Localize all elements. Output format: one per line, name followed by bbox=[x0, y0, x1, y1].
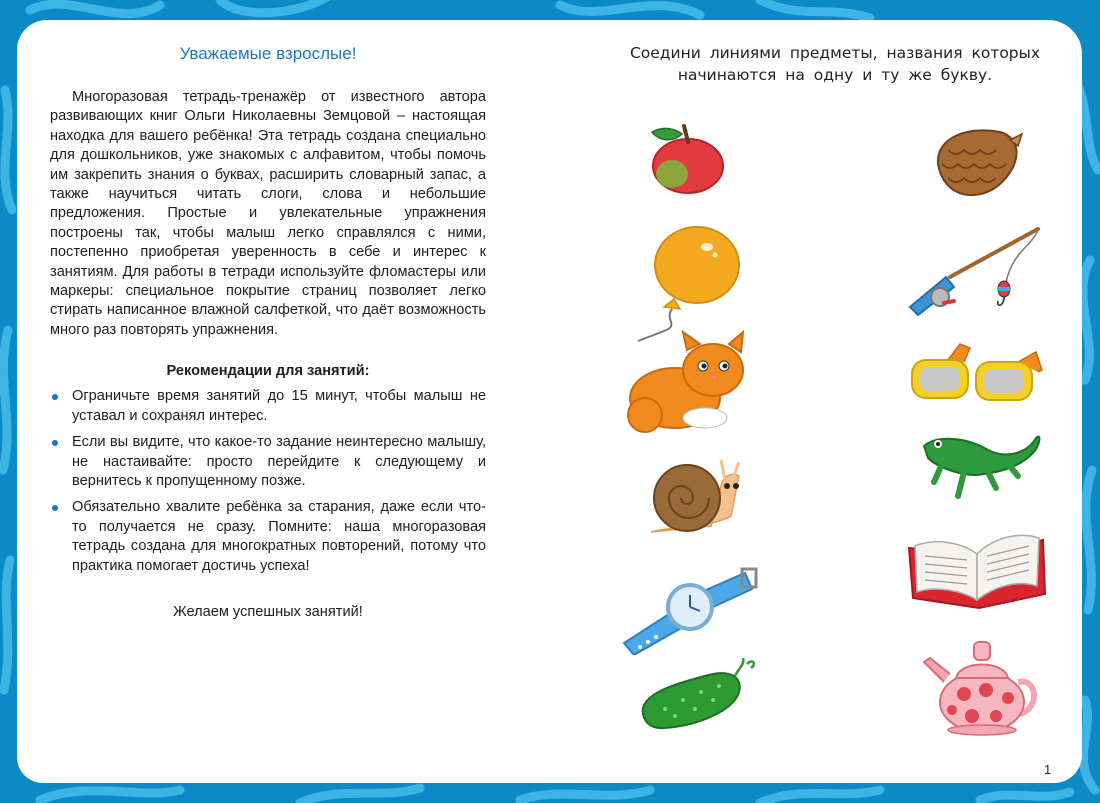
task-instruction: Соедини линиями предметы, названия которых начинаются на одну и ту же букву. bbox=[629, 44, 1041, 84]
cat-icon[interactable] bbox=[625, 330, 750, 435]
snail-icon[interactable] bbox=[641, 456, 746, 542]
bullet-icon bbox=[52, 394, 58, 400]
bullet-icon bbox=[52, 440, 58, 446]
teapot-icon[interactable] bbox=[920, 638, 1040, 736]
apple-icon[interactable] bbox=[648, 122, 728, 194]
lizard-icon[interactable] bbox=[918, 432, 1043, 504]
parents-introduction bbox=[50, 44, 486, 620]
pine-cone-icon[interactable] bbox=[930, 120, 1025, 200]
recommendation-item: Ограничьте время занятий до 15 минут, чтобы малыш не уставал и сохранял интерес. bbox=[50, 387, 486, 426]
recommendation-item: Обязательно хвалите ребёнка за старания, даже если что-то получается не сразу. Помните: наша многоразовая тетрадь создана для многократных повторений, потому что практика помогает достичь успеха! bbox=[50, 498, 486, 576]
balloon-icon[interactable] bbox=[634, 225, 744, 345]
recommendation-item: Если вы видите, что какое-то задание неинтересно малышу, не настаивайте: просто перейдите к следующему и вернитесь к пропущенному позже. bbox=[50, 433, 486, 491]
cucumber-icon[interactable] bbox=[635, 654, 760, 734]
closing-wish: Желаем успешных занятий! bbox=[173, 603, 363, 620]
recommendations-heading: Рекомендации для занятий: bbox=[166, 363, 370, 380]
glasses-icon[interactable] bbox=[908, 340, 1048, 406]
bullet-icon bbox=[52, 505, 58, 511]
exercise-area bbox=[600, 42, 1070, 86]
fishing-rod-icon[interactable] bbox=[906, 225, 1041, 317]
book-icon[interactable] bbox=[905, 528, 1047, 612]
wristwatch-icon[interactable] bbox=[620, 567, 760, 655]
greeting-heading: Уважаемые взрослые! bbox=[179, 44, 357, 63]
recommendations-list bbox=[50, 387, 486, 576]
intro-paragraph: Многоразовая тетрадь-тренажёр от известного автора развивающих книг Ольги Николаевны Земцовой – настоящая находка для вашего ребёнка! Эта тетрадь создана специально для дошкольников, уже знакомых с алфавитом, чтобы помочь им закрепить знания о буквах, расширить словарный запас, а также научиться читать слоги, слова и небольшие предложения. Простые и увлекательные упражнения построены так, чтобы малыш легко справлялся с ними, постепенно приобретая уверенность в себе и интерес к занятиям. Для работы в тетради используйте фломастеры или маркеры: специальное покрытие страниц позволяет легко стирать написанное влажной салфеткой, что даёт возможность много раз повторять упражнения. bbox=[50, 89, 486, 338]
page-number: 1 bbox=[1044, 762, 1052, 777]
